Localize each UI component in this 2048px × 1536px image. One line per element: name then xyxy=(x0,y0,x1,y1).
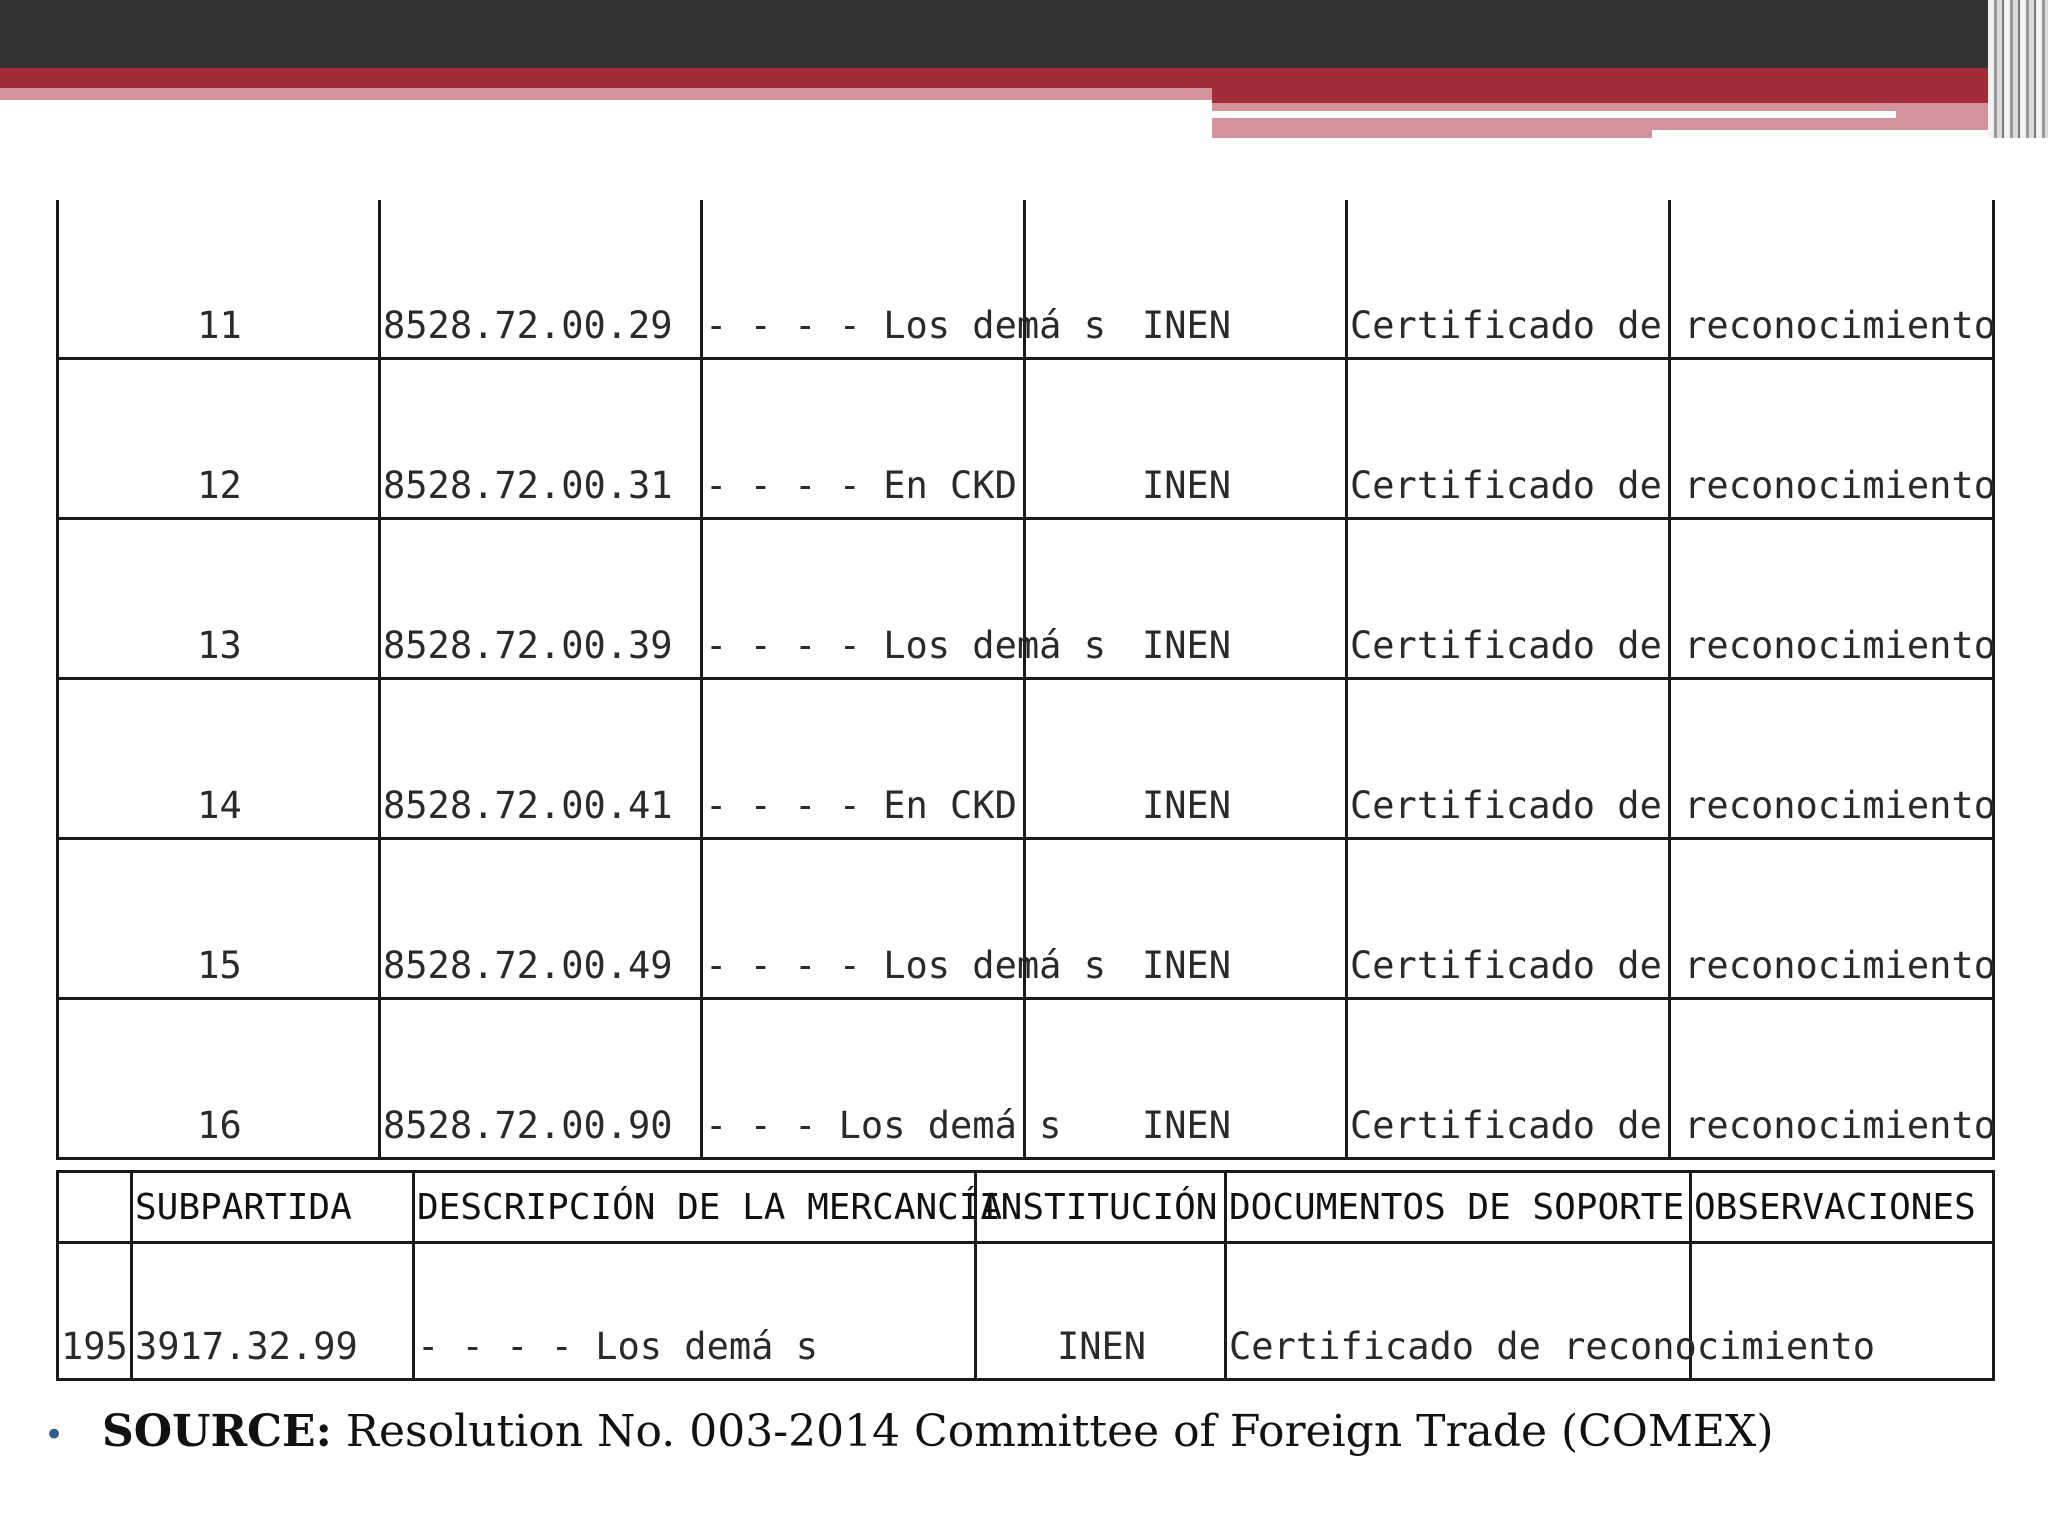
description-cell: - - - - Los demá s xyxy=(702,200,1025,359)
institution-cell: INEN xyxy=(976,1243,1226,1380)
header-documents: DOCUMENTOS DE SOPORTE xyxy=(1226,1172,1691,1243)
documents-cell: Certificado de reconocimiento xyxy=(1347,359,1670,519)
table-row xyxy=(58,359,1994,519)
tariff-table-header-and-row xyxy=(56,1170,1995,1381)
documents-cell: Certificado de reconocimiento xyxy=(1347,519,1670,679)
description-cell: - - - - En CKD xyxy=(702,359,1025,519)
slide-top-bar xyxy=(0,0,2048,68)
description-cell: - - - Los demá s xyxy=(702,999,1025,1159)
header-description: DESCRIPCIÓN DE LA MERCANCÍA xyxy=(414,1172,976,1243)
subpartida-cell: 8528.72.00.41 xyxy=(380,679,702,839)
subpartida-cell: 8528.72.00.49 xyxy=(380,839,702,999)
header-observations: OBSERVACIONES xyxy=(1691,1172,1994,1243)
source-label: SOURCE: xyxy=(102,1406,332,1457)
slide-red-band-right xyxy=(1212,88,2048,103)
description-cell: - - - - En CKD xyxy=(702,679,1025,839)
row-number: 195 xyxy=(58,1243,132,1380)
institution-cell: INEN xyxy=(1025,359,1347,519)
institution-cell: INEN xyxy=(1025,999,1347,1159)
subpartida-cell: 8528.72.00.31 xyxy=(380,359,702,519)
institution-cell: INEN xyxy=(1025,839,1347,999)
documents-cell: Certificado de reconocimiento xyxy=(1347,839,1670,999)
slide-red-band xyxy=(0,68,2048,88)
row-number: 11 xyxy=(58,200,380,359)
institution-cell: INEN xyxy=(1025,200,1347,359)
table-row xyxy=(58,679,1994,839)
documents-cell: Certificado de reconocimiento xyxy=(1347,679,1670,839)
documents-cell: Certificado de reconocimiento xyxy=(1347,200,1670,359)
row-number: 14 xyxy=(58,679,380,839)
table-row xyxy=(58,1243,1994,1380)
table-row xyxy=(58,839,1994,999)
source-text: Resolution No. 003-2014 Committee of Foreign Trade (COMEX) xyxy=(331,1406,1774,1457)
row-number: 12 xyxy=(58,359,380,519)
tariff-table-continued xyxy=(56,200,1995,1160)
row-number: 15 xyxy=(58,839,380,999)
subpartida-cell: 3917.32.99 xyxy=(132,1243,414,1380)
institution-cell: INEN xyxy=(1025,519,1347,679)
row-number: 13 xyxy=(58,519,380,679)
description-cell: - - - - Los demá s xyxy=(702,839,1025,999)
header-institution: INSTITUCIÓN xyxy=(976,1172,1226,1243)
bullet-icon: • xyxy=(44,1414,65,1455)
subpartida-cell: 8528.72.00.39 xyxy=(380,519,702,679)
institution-cell: INEN xyxy=(1025,679,1347,839)
table-header-row xyxy=(58,1172,1994,1243)
subpartida-cell: 8528.72.00.90 xyxy=(380,999,702,1159)
subpartida-cell: 8528.72.00.29 xyxy=(380,200,702,359)
source-note xyxy=(44,1406,1774,1457)
documents-cell: Certificado de reconocimiento xyxy=(1226,1243,1691,1380)
header-subpartida: SUBPARTIDA xyxy=(132,1172,414,1243)
table-row xyxy=(58,999,1994,1159)
description-cell: - - - - Los demá s xyxy=(702,519,1025,679)
documents-cell: Certificado de reconocimiento xyxy=(1347,999,1670,1159)
description-cell: - - - - Los demá s xyxy=(414,1243,976,1380)
slide-white-notch xyxy=(1652,130,2008,138)
header-number xyxy=(58,1172,132,1243)
table-row xyxy=(58,519,1994,679)
slide-edge-stripes xyxy=(1988,0,2048,138)
slide-white-line xyxy=(1212,111,1896,118)
row-number: 16 xyxy=(58,999,380,1159)
slide-pink-band xyxy=(0,88,1212,100)
table-row xyxy=(58,200,1994,359)
